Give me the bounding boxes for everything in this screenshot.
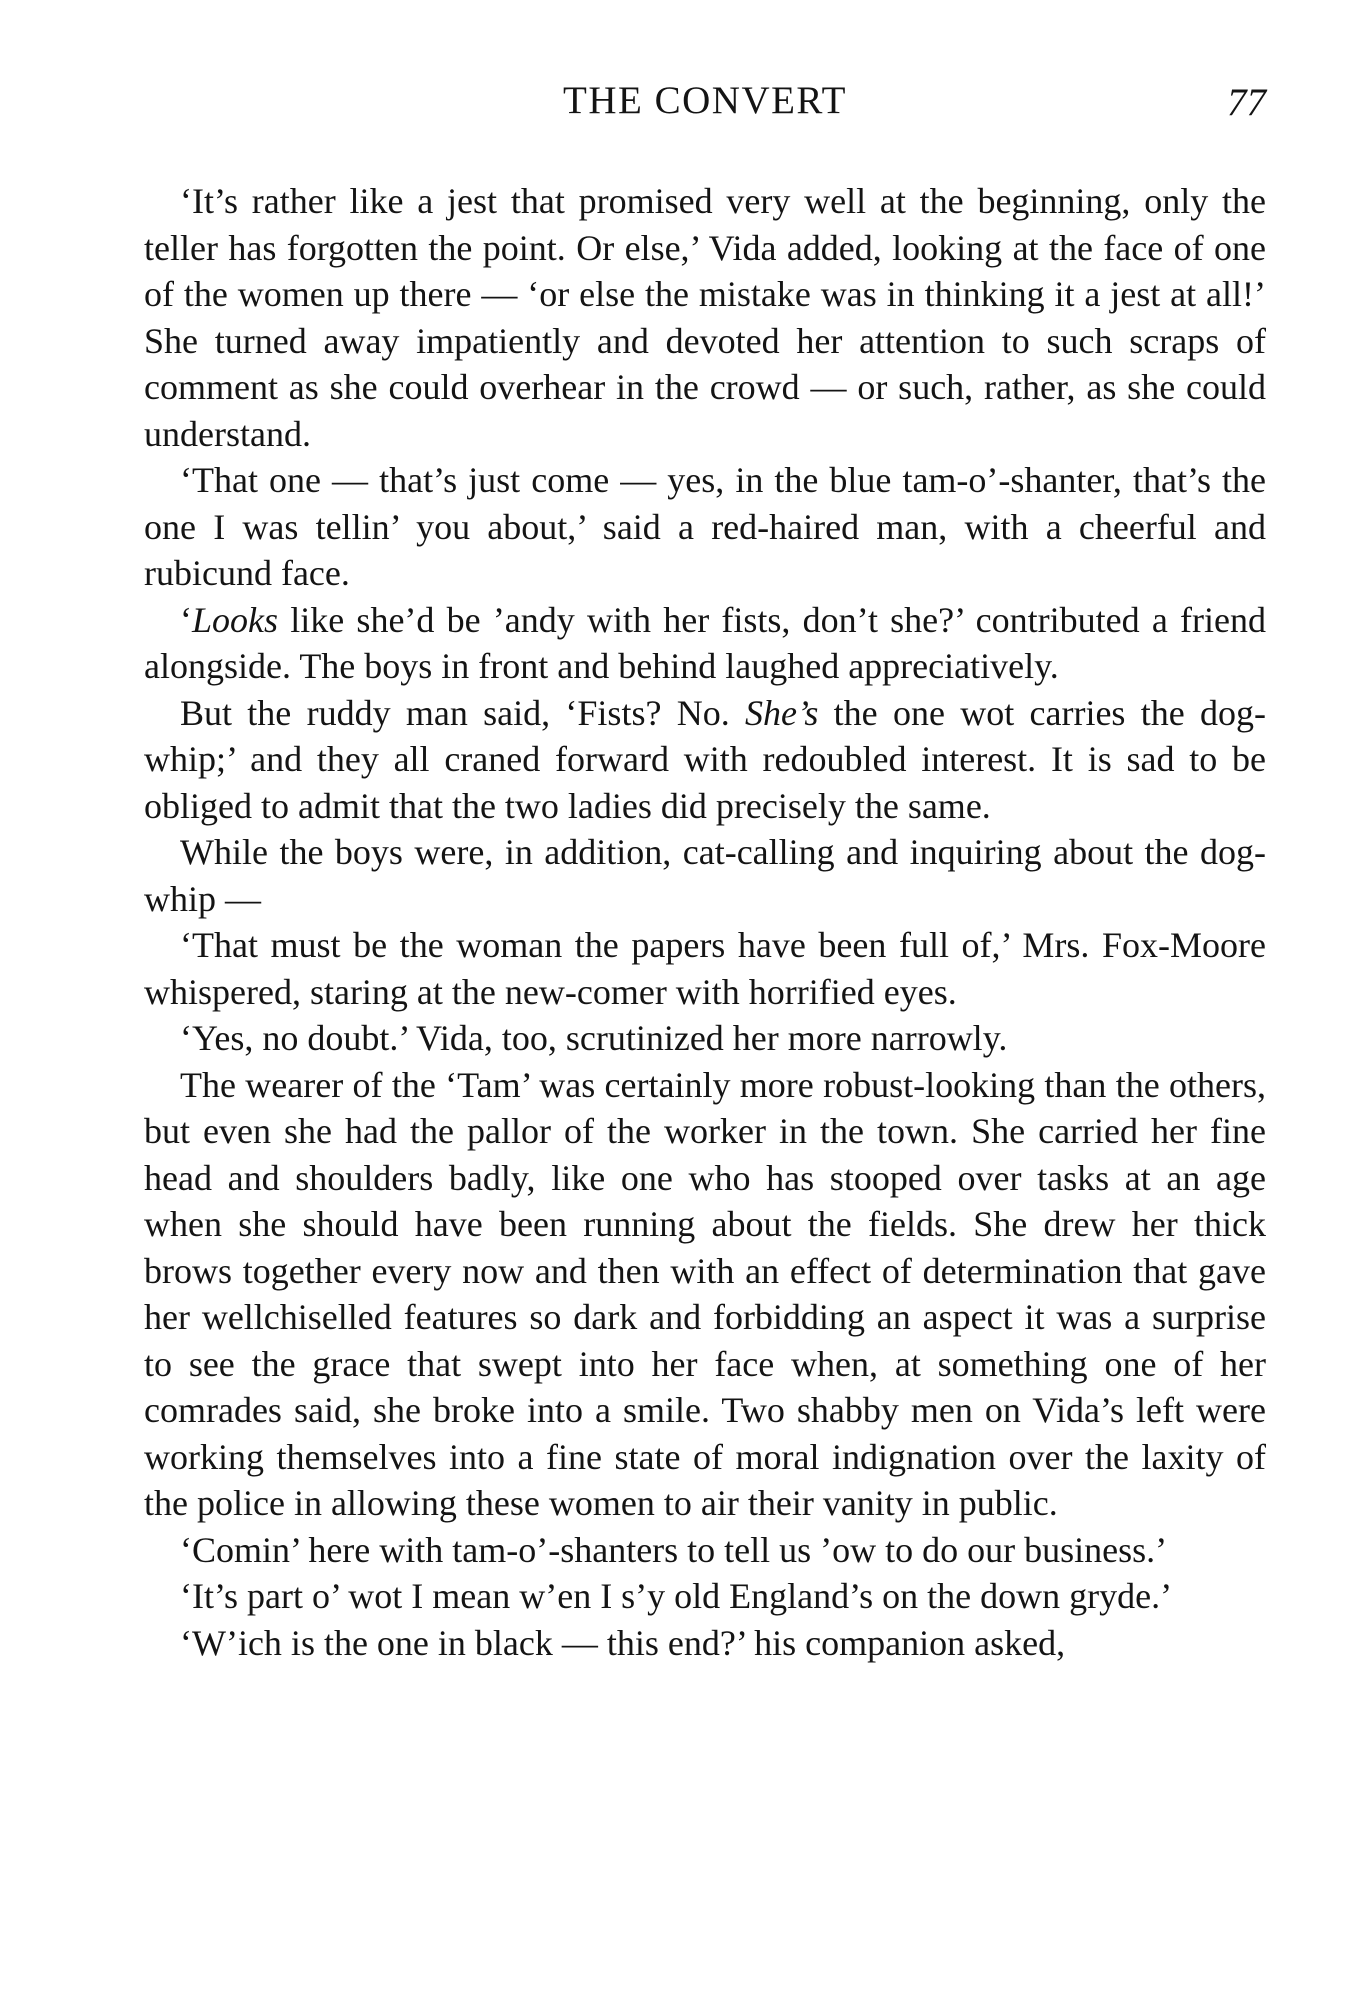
text-run: the one wot carries the dog-whip;’ and they all craned forward with redoubled interest. It is sad to be obliged to admit that the two ladies did precisely the same. [144,692,1266,826]
paragraph [144,178,1266,457]
text-run: ‘ [180,599,192,640]
text-run: like she’d be ’andy with her fists, don’t she?’ contributed a friend alongside. The boys in front and behind laughed appreciatively. [144,599,1266,686]
text-run: ‘It’s part o’ wot I mean w’en I s’y old England’s on the down gryde.’ [180,1576,1173,1616]
text-run: The wearer of the ‘Tam’ was certainly more robust-looking than the others, but even she had the pallor of the worker in the town. She carried her fine head and shoulders badly, like one who has stooped over tasks at an age when she should have been running about the fields. She drew her thick brows together every now and then with an effect of determination that gave her wellchiselled features so dark and forbidding an aspect it was a surprise to see the grace that swept into her face when, at something one of her comrades said, she broke into a smile. Two shabby men on Vida’s left were working themselves into a fine state of moral indignation over the laxity of the police in allowing these women to air their vanity in public. [144,1064,1266,1523]
body-text [144,178,1266,1666]
text-run: ‘Comin’ here with tam-o’-shanters to tell us ’ow to do our business.’ [180,1529,1168,1570]
paragraph [144,457,1266,597]
paragraph [144,1620,1266,1667]
text-run: ‘That must be the woman the papers have been full of,’ Mrs. Fox-Moore whispered, staring at the new-comer with horrified eyes. [144,925,1266,1012]
paragraph [144,1062,1266,1527]
paragraph [144,597,1266,690]
text-run: But the ruddy man said, ‘Fists? No. [180,692,746,733]
running-head [144,78,1266,130]
text-run: ‘That one — that’s just come — yes, in the blue tam-o’-shanter, that’s the one I was tellin’ you about,’ said a red-haired man, with a cheerful and rubicund face. [144,460,1266,593]
paragraph [144,690,1266,830]
paragraph [144,1527,1266,1574]
text-run: ‘W’ich is the one in black — this end?’ his companion asked, [180,1622,1066,1663]
paragraph [144,1573,1266,1620]
text-run: ‘Yes, no doubt.’ Vida, too, scrutinized her more narrowly. [180,1018,1008,1058]
text-run: While the boys were, in addition, cat-calling and inquiring about the dog-whip — [144,832,1266,919]
running-title: THE CONVERT [563,79,847,122]
text-run: ‘It’s rather like a jest that promised very well at the beginning, only the teller has forgotten the point. Or else,’ Vida added, looking at the face of one of the women up there — ‘or else the mistake was in thinking it a jest at all!’ She turned away impatiently and devoted her attention to such scraps of comment as she could overhear in the crowd — or such, rather, as she could understand. [144,181,1266,454]
paragraph [144,922,1266,1015]
italic-text-run: She’s [745,692,819,733]
page-number: 77 [1227,81,1266,124]
paragraph [144,1015,1266,1062]
paragraph [144,829,1266,922]
italic-text-run: Looks [192,599,279,640]
